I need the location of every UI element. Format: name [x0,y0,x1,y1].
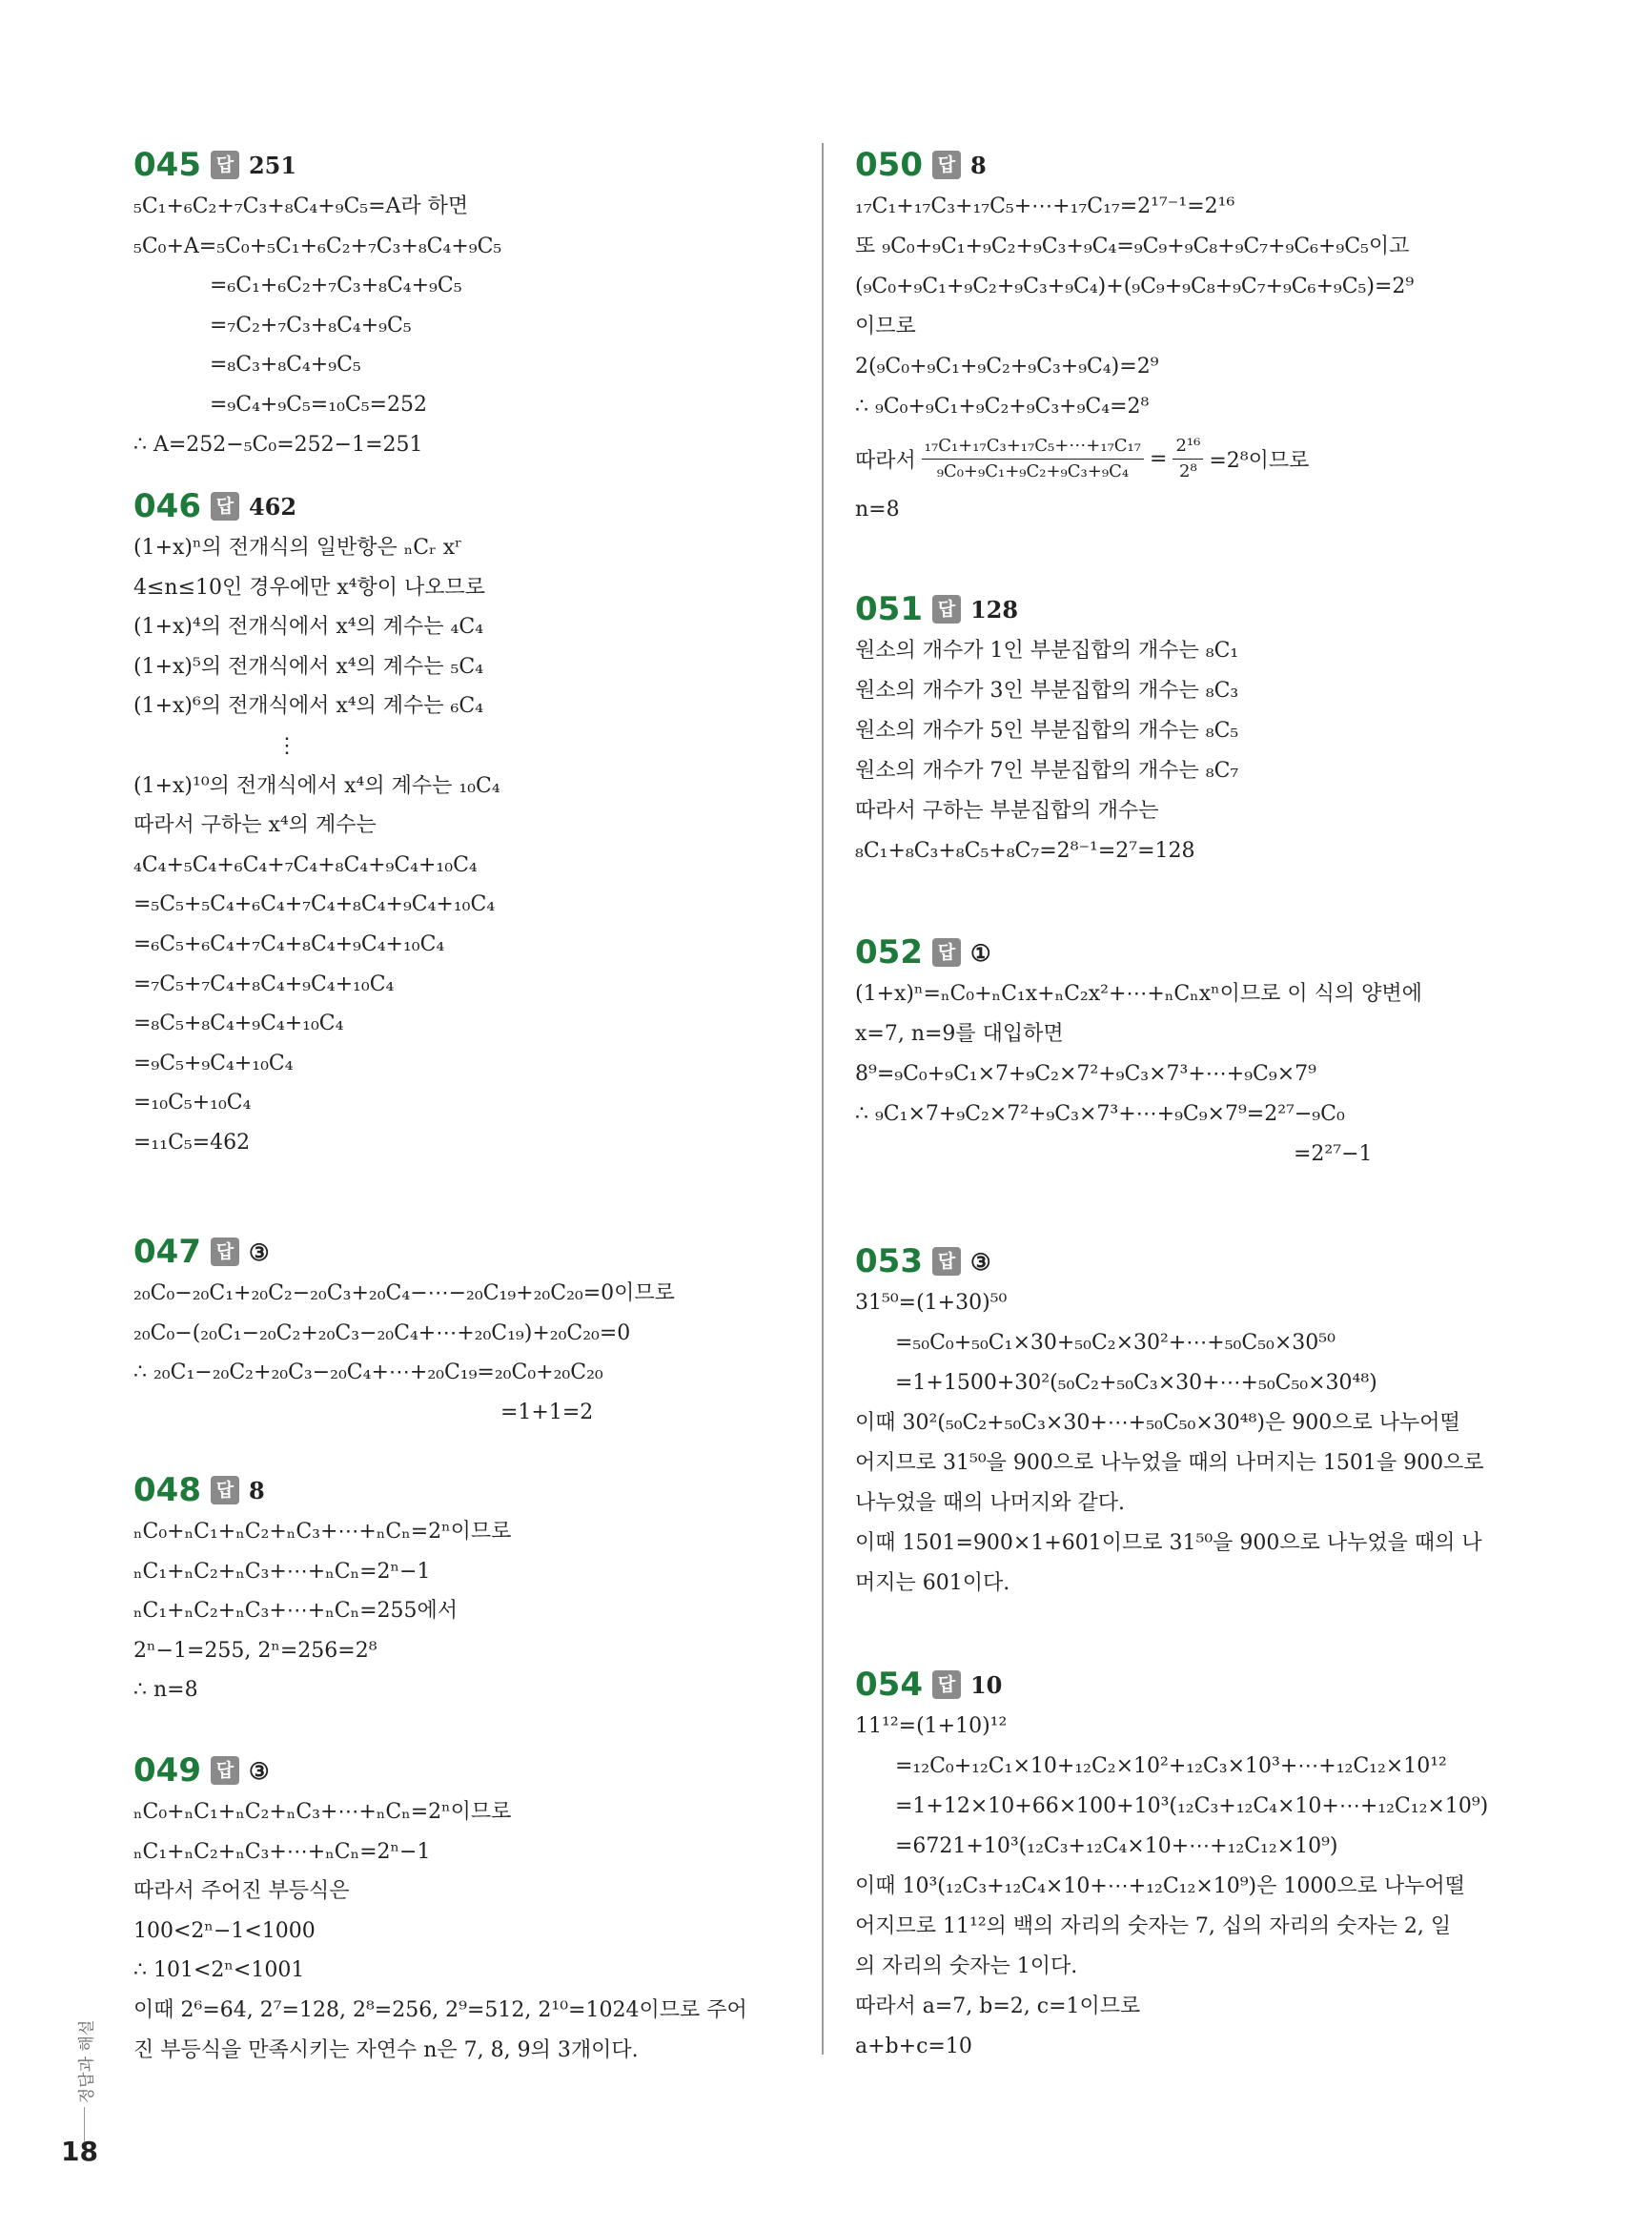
problem-049 [133,1749,801,2070]
solution-line: =₆C₁+₆C₂+₇C₃+₈C₄+₉C₅ [210,274,462,298]
problem-number: 052 [855,933,923,972]
solution-line: ₂₀C₀−₂₀C₁+₂₀C₂−₂₀C₃+₂₀C₄−⋯−₂₀C₁₉+₂₀C₂₀=0이므로 [133,1281,675,1305]
solution-line: ₅C₁+₆C₂+₇C₃+₈C₄+₉C₅=A라 하면 [133,194,469,218]
solution-line: =1+1=2 [500,1400,594,1424]
solution-line: x=7, n=9를 대입하면 [855,1022,1064,1046]
solution-line: 8⁹=₉C₀+₉C₁×7+₉C₂×7²+₉C₃×7³+⋯+₉C₉×7⁹ [855,1062,1316,1086]
problem-number: 050 [855,146,923,184]
solution-line: =₆C₅+₆C₄+₇C₄+₈C₄+₉C₄+₁₀C₄ [133,931,445,956]
solution-line: 31⁵⁰=(1+30)⁵⁰ [855,1291,1008,1315]
problem-number: 054 [855,1666,923,1704]
solution-line: ₂₀C₀−(₂₀C₁−₂₀C₂+₂₀C₃−₂₀C₄+⋯+₂₀C₁₉)+₂₀C₂₀=0 [133,1320,631,1345]
solution-line: 따라서 주어진 부등식은 [133,1879,350,1904]
solution-line: ⋮ [276,733,297,758]
fraction [1173,434,1203,484]
section-label-text: 정답과 해설 [77,2019,97,2104]
solution-line: ₙC₁+ₙC₂+ₙC₃+⋯+ₙCₙ=2ⁿ−1 [133,1839,431,1864]
solution-line: =1+1500+30²(₅₀C₂+₅₀C₃×30+⋯+₅₀C₅₀×30⁴⁸) [895,1371,1377,1395]
solution-line: ∴ A=252−₅C₀=252−1=251 [133,432,423,457]
solution-line: (1+x)ⁿ=ₙC₀+ₙC₁x+ₙC₂x²+⋯+ₙCₙxⁿ이므로 이 식의 양변에 [855,982,1422,1006]
answer-tag: 답 [932,1247,961,1276]
solution-line: 어지므로 31⁵⁰을 900으로 나누었을 때의 나머지는 1501을 900으로 [855,1451,1484,1475]
solution-line: ₙC₀+ₙC₁+ₙC₂+ₙC₃+⋯+ₙCₙ=2ⁿ이므로 [133,1520,512,1544]
fraction [922,434,1144,484]
answer-tag: 답 [932,151,961,179]
solution-line: 의 자리의 숫자는 1이다. [855,1954,1078,1978]
solution-line: 따라서 구하는 x⁴의 계수는 [133,813,377,838]
problem-051 [855,587,1522,871]
solution-line: =₉C₅+₉C₄+₁₀C₄ [133,1051,294,1075]
answer-value: ① [969,938,991,967]
problem-header [855,931,1522,974]
solution-line: =₅₀C₀+₅₀C₁×30+₅₀C₂×30²+⋯+₅₀C₅₀×30⁵⁰ [895,1331,1336,1355]
solution-line: 이때 10³(₁₂C₃+₁₂C₄×10+⋯+₁₂C₁₂×10⁹)은 1000으로 나누어떨 [855,1874,1465,1898]
answer-tag: 답 [211,492,239,521]
problem-046 [133,484,801,1163]
equals-sign: = [1150,446,1168,471]
solution-line: 11¹²=(1+10)¹² [855,1714,1008,1738]
answer-value: 251 [248,151,297,179]
solution-line: ₙC₁+ₙC₂+ₙC₃+⋯+ₙCₙ=2ⁿ−1 [133,1559,431,1584]
solution-line: (1+x)⁶의 전개식에서 x⁴의 계수는 ₆C₄ [133,694,484,719]
solution-line: =2²⁷−1 [1294,1142,1373,1166]
solution-line: =6721+10³(₁₂C₃+₁₂C₄×10+⋯+₁₂C₁₂×10⁹) [895,1834,1338,1858]
solution-line: 원소의 개수가 1인 부분집합의 개수는 ₈C₁ [855,639,1239,663]
answer-tag: 답 [932,938,961,967]
answer-value: 462 [248,492,297,521]
fraction-denominator: ₉C₀+₉C₁+₉C₂+₉C₃+₉C₄ [936,460,1130,481]
solution-line: ₙC₁+ₙC₂+ₙC₃+⋯+ₙCₙ=255에서 [133,1599,459,1624]
problem-header [133,1230,801,1274]
answer-tag: 답 [211,151,239,179]
solution-line: 4≤n≤10인 경우에만 x⁴항이 나오므로 [133,575,486,600]
solution-line: =₁₀C₅+₁₀C₄ [133,1091,252,1115]
solution-line: 따라서 구하는 부분집합의 개수는 [855,799,1159,823]
solution-line: 이때 30²(₅₀C₂+₅₀C₃×30+⋯+₅₀C₅₀×30⁴⁸)은 900으로 나누어떨 [855,1411,1460,1435]
answer-value: ③ [969,1247,991,1276]
fraction-prefix: 따라서 [855,448,916,473]
problem-045 [133,143,801,464]
solution-line: =1+12×10+66×100+10³(₁₂C₃+₁₂C₄×10+⋯+₁₂C₁₂×10⁹) [895,1794,1489,1818]
problem-number: 045 [133,146,201,184]
solution-line: =₇C₅+₇C₄+₈C₄+₉C₄+₁₀C₄ [133,972,395,996]
problem-052 [855,931,1522,1175]
solution-line: 어지므로 11¹²의 백의 자리의 숫자는 7, 십의 자리의 숫자는 2, 일 [855,1914,1452,1938]
solution-line: 이므로 [855,315,916,338]
page-number: 18 [61,2136,98,2167]
solution-line: ₙC₀+ₙC₁+ₙC₂+ₙC₃+⋯+ₙCₙ=2ⁿ이므로 [133,1800,512,1824]
problem-number: 047 [133,1233,201,1271]
problem-number: 051 [855,590,923,628]
solution-line: 이때 2⁶=64, 2⁷=128, 2⁸=256, 2⁹=512, 2¹⁰=1024이므로 주어 [133,1997,747,2022]
solution-line: =₇C₂+₇C₃+₈C₄+₉C₅ [210,313,412,338]
answer-value: 8 [969,151,987,179]
solution-line: ₄C₄+₅C₄+₆C₄+₇C₄+₈C₄+₉C₄+₁₀C₄ [133,852,478,877]
problem-054 [855,1663,1522,2067]
problem-048 [133,1468,801,1710]
problem-number: 046 [133,487,201,525]
solution-line: 이때 1501=900×1+601이므로 31⁵⁰을 900으로 나누었을 때의 나 [855,1531,1482,1555]
solution-line: =₈C₅+₈C₄+₉C₄+₁₀C₄ [133,1012,344,1036]
column-divider [822,143,824,2055]
answer-tag: 답 [211,1476,239,1504]
solution-line: n=8 [855,498,900,522]
solution-line: =₁₂C₀+₁₂C₁×10+₁₂C₂×10²+₁₂C₃×10³+⋯+₁₂C₁₂×10¹² [895,1754,1447,1778]
solution-line: ∴ 101<2ⁿ<1001 [133,1958,305,1983]
solution-line: =₅C₅+₅C₄+₆C₄+₇C₄+₈C₄+₉C₄+₁₀C₄ [133,892,496,917]
section-label [71,2021,99,2107]
answer-tag: 답 [211,1238,239,1266]
solution-line: ∴ ₉C₀+₉C₁+₉C₂+₉C₃+₉C₄=2⁸ [855,395,1150,419]
answer-value: 128 [969,595,1019,624]
solution-line: =₁₁C₅=462 [133,1130,251,1155]
problem-header [133,484,801,528]
solution-line: 머지는 601이다. [855,1571,1010,1595]
solution-line: ∴ ₉C₁×7+₉C₂×7²+₉C₃×7³+⋯+₉C₉×7⁹=2²⁷−₉C₀ [855,1102,1345,1126]
problem-number: 049 [133,1751,201,1790]
solution-line: 원소의 개수가 3인 부분집합의 개수는 ₈C₃ [855,679,1239,703]
fraction-numerator: ₁₇C₁+₁₇C₃+₁₇C₅+⋯+₁₇C₁₇ [922,434,1144,460]
solution-line: =₉C₄+₉C₅=₁₀C₅=252 [210,392,427,417]
problem-047 [133,1230,801,1432]
problem-header [855,143,1522,187]
solution-line: ₈C₁+₈C₃+₈C₅+₈C₇=2⁸⁻¹=2⁷=128 [855,839,1195,863]
problem-header [855,1239,1522,1283]
problem-header [855,1663,1522,1707]
solution-line: 원소의 개수가 7인 부분집합의 개수는 ₈C₇ [855,759,1239,783]
problem-number: 048 [133,1471,201,1509]
solution-line: 2ⁿ−1=255, 2ⁿ=256=2⁸ [133,1638,377,1663]
problem-header [133,1468,801,1512]
problem-header [855,587,1522,631]
fraction-line [855,427,1522,490]
solution-line: 진 부등식을 만족시키는 자연수 n은 7, 8, 9의 3개이다. [133,2037,639,2062]
answer-tag: 답 [932,595,961,624]
fraction-numerator: 2¹⁶ [1173,434,1203,460]
answer-value: 10 [969,1670,1003,1699]
solution-line: ∴ ₂₀C₁−₂₀C₂+₂₀C₃−₂₀C₄+⋯+₂₀C₁₉=₂₀C₀+₂₀C₂₀ [133,1361,603,1385]
answer-tag: 답 [211,1756,239,1785]
solution-line: 따라서 a=7, b=2, c=1이므로 [855,1995,1141,2018]
problem-number: 053 [855,1242,923,1280]
solution-line: a+b+c=10 [855,2035,972,2058]
answer-tag: 답 [932,1670,961,1699]
solution-line: 2(₉C₀+₉C₁+₉C₂+₉C₃+₉C₄)=2⁹ [855,355,1159,378]
fraction-suffix: =2⁸이므로 [1209,448,1310,473]
solution-line: 100<2ⁿ−1<1000 [133,1918,316,1943]
solution-line: =₈C₃+₈C₄+₉C₅ [210,353,361,378]
solution-line: ₅C₀+A=₅C₀+₅C₁+₆C₂+₇C₃+₈C₄+₉C₅ [133,234,502,258]
solution-line: 원소의 개수가 5인 부분집합의 개수는 ₈C₅ [855,719,1239,743]
solution-line: (₉C₀+₉C₁+₉C₂+₉C₃+₉C₄)+(₉C₉+₉C₈+₉C₇+₉C₆+₉C₅)=2⁹ [855,275,1415,298]
fraction-denominator: 2⁸ [1179,460,1197,481]
solution-line: ∴ n=8 [133,1678,198,1703]
solution-line: (1+x)¹⁰의 전개식에서 x⁴의 계수는 ₁₀C₄ [133,773,500,798]
answer-value: ③ [248,1756,270,1785]
problem-050 [855,143,1522,530]
solution-line: (1+x)⁵의 전개식에서 x⁴의 계수는 ₅C₄ [133,654,484,679]
answer-value: 8 [248,1476,265,1504]
solution-line: (1+x)ⁿ의 전개식의 일반항은 ₙCᵣ xʳ [133,536,462,560]
problem-053 [855,1239,1522,1604]
solution-line: 나누었을 때의 나머지와 같다. [855,1491,1125,1515]
answer-value: ③ [248,1238,270,1266]
solution-line: (1+x)⁴의 전개식에서 x⁴의 계수는 ₄C₄ [133,615,484,640]
solution-line: ₁₇C₁+₁₇C₃+₁₇C₅+⋯+₁₇C₁₇=2¹⁷⁻¹=2¹⁶ [855,194,1235,218]
problem-header [133,1749,801,1792]
solution-line: 또 ₉C₀+₉C₁+₉C₂+₉C₃+₉C₄=₉C₉+₉C₈+₉C₇+₉C₆+₉C₅이고 [855,235,1410,258]
problem-header [133,143,801,187]
